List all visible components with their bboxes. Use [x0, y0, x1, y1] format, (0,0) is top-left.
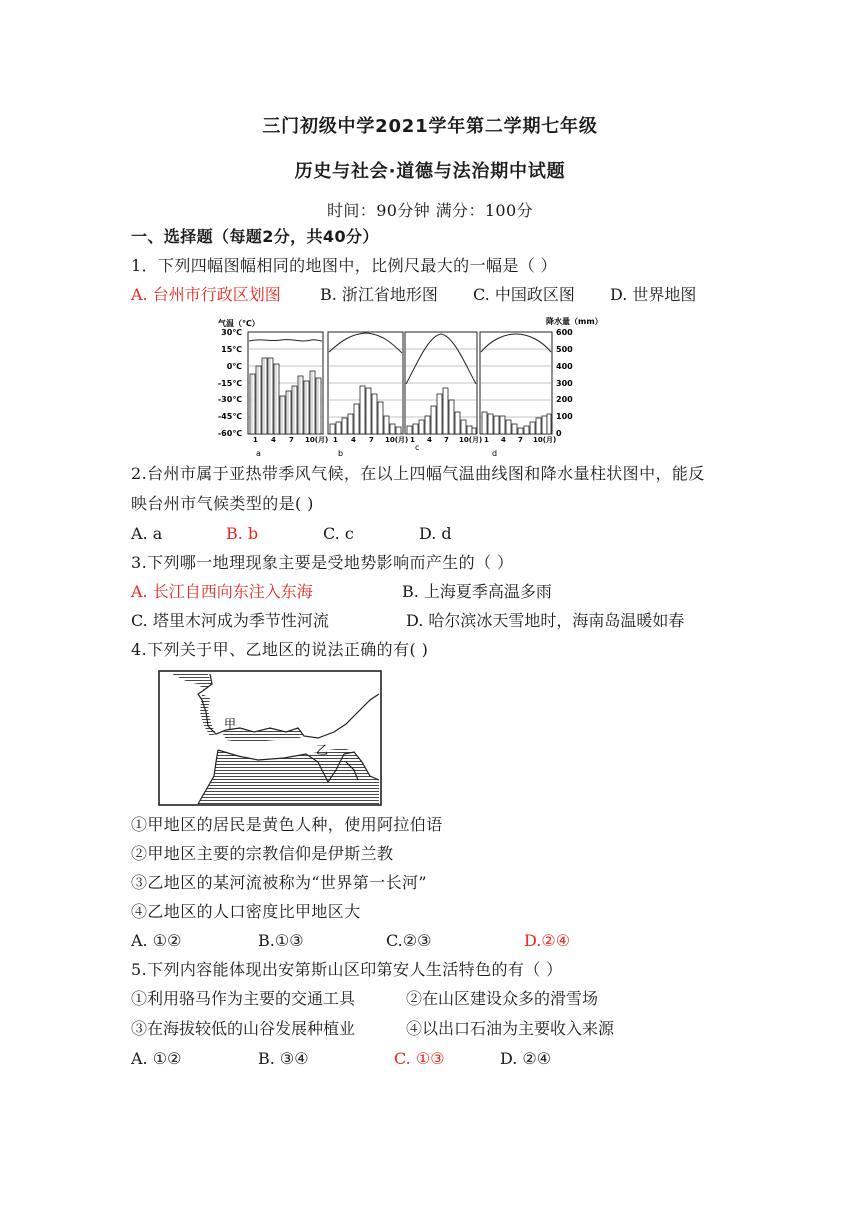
- q4-statement-3: ③乙地区的某河流被称为“世界第一长河”: [131, 873, 427, 892]
- right-tick: 0: [556, 429, 562, 438]
- q1-option-c: C. 中国政区图: [473, 285, 575, 304]
- month-label: 7: [369, 436, 374, 444]
- month-label: 4: [351, 436, 356, 444]
- q5-statement-4: ④以出口石油为主要收入来源: [406, 1019, 615, 1038]
- section-heading: 一、选择题（每题2分，共40分）: [131, 227, 379, 246]
- climate-panel-a: [248, 332, 328, 458]
- question-3-stem: 3.下列哪一地理现象主要是受地势影响而产生的（ ）: [131, 553, 514, 572]
- left-tick: -60℃: [217, 429, 242, 438]
- month-label: 7: [289, 436, 294, 444]
- q5-statement-2: ②在山区建设众多的滑雪场: [406, 989, 599, 1008]
- month-label: 7: [444, 436, 449, 444]
- month-label: 10(月): [533, 436, 557, 444]
- climate-panel-c: [405, 332, 482, 452]
- q1-option-a: A. 台州市行政区划图: [131, 285, 281, 304]
- month-label: 1: [253, 436, 258, 444]
- month-label: 1: [410, 436, 415, 444]
- month-label: 4: [271, 436, 276, 444]
- q3-option-a: A. 长江自西向东注入东海: [131, 582, 313, 601]
- q4-option-b: B.①③: [258, 931, 304, 950]
- question-5-stem: 5.下列内容能体现出安第斯山区印第安人生活特色的有（ ）: [131, 960, 563, 979]
- question-1-stem: 1．下列四幅图幅相同的地图中，比例尺最大的一幅是（ ）: [131, 256, 558, 275]
- q5-statement-3: ③在海拔较低的山谷发展种植业: [131, 1019, 356, 1038]
- climate-charts-svg: [216, 316, 606, 461]
- month-label: 1: [484, 436, 489, 444]
- left-axis-title: 气温（℃）: [218, 319, 260, 328]
- question-4-stem: 4.下列关于甲、乙地区的说法正确的有( ): [131, 640, 429, 659]
- climate-charts-figure: [216, 316, 606, 461]
- q3-option-d: D. 哈尔滨冰天雪地时，海南岛温暖如春: [406, 611, 685, 630]
- right-tick: 500: [556, 345, 573, 354]
- q4-option-c: C.②③: [386, 931, 432, 950]
- region-map-figure: [158, 670, 382, 806]
- left-tick: -30℃: [217, 395, 242, 404]
- q5-option-d: D. ②④: [500, 1049, 552, 1068]
- q4-option-d: D.②④: [524, 931, 571, 950]
- month-label: 1: [333, 436, 338, 444]
- map-label-yi: 乙: [316, 743, 329, 757]
- left-tick: 0℃: [226, 362, 242, 371]
- q4-statement-4: ④乙地区的人口密度比甲地区大: [131, 902, 361, 921]
- right-tick: 600: [556, 328, 573, 337]
- q1-option-b: B. 浙江省地形图: [320, 285, 438, 304]
- exam-title-line1: 三门初级中学2021学年第二学期七年级: [262, 116, 598, 137]
- right-axis-title: 降水量（mm）: [546, 317, 603, 326]
- left-tick: -15℃: [217, 379, 242, 388]
- climate-panel-b: [328, 332, 408, 458]
- month-label: 10(月): [385, 436, 409, 444]
- question-2-stem-line2: 映台州市气候类型的是( ): [131, 494, 314, 513]
- month-label: 7: [518, 436, 523, 444]
- right-tick: 200: [556, 395, 573, 404]
- q5-option-a: A. ①②: [131, 1049, 182, 1068]
- q4-statement-2: ②甲地区主要的宗教信仰是伊斯兰教: [131, 844, 394, 863]
- left-tick: -45℃: [217, 412, 242, 421]
- panel-label-d: d: [492, 449, 498, 458]
- q5-option-b: B. ③④: [258, 1049, 309, 1068]
- q1-option-d: D. 世界地图: [610, 285, 697, 304]
- left-tick: 15℃: [221, 345, 242, 354]
- month-label: 4: [427, 436, 432, 444]
- q2-option-c: C. c: [323, 524, 354, 543]
- month-label: 10(月): [459, 436, 483, 444]
- right-tick: 300: [556, 379, 573, 388]
- exam-time-score: 时间：90分钟 满分：100分: [327, 201, 533, 220]
- q2-option-b: B. b: [226, 524, 259, 543]
- map-label-jia: 甲: [224, 717, 237, 731]
- panel-label-b: b: [338, 449, 344, 458]
- right-tick: 100: [556, 412, 573, 421]
- panel-label-a: a: [256, 449, 261, 458]
- month-label: 10(月): [305, 436, 329, 444]
- q4-option-a: A. ①②: [131, 931, 182, 950]
- q3-option-b: B. 上海夏季高温多雨: [402, 582, 552, 601]
- region-map-svg: [158, 670, 382, 806]
- q3-option-c: C. 塔里木河成为季节性河流: [131, 611, 329, 630]
- q5-option-c: C. ①③: [394, 1049, 445, 1068]
- climate-panel-d: [480, 332, 556, 458]
- exam-title-line2: 历史与社会·道德与法治期中试题: [294, 161, 566, 182]
- q4-statement-1: ①甲地区的居民是黄色人种，使用阿拉伯语: [131, 815, 443, 834]
- q2-option-a: A. a: [131, 524, 163, 543]
- left-tick: 30℃: [221, 328, 242, 337]
- month-label: 4: [501, 436, 506, 444]
- right-tick: 400: [556, 362, 573, 371]
- q2-option-d: D. d: [419, 524, 452, 543]
- q5-statement-1: ①利用骆马作为主要的交通工具: [131, 989, 356, 1008]
- panel-label-c: c: [415, 443, 420, 452]
- question-2-stem-line1: 2.台州市属于亚热带季风气候，在以上四幅气温曲线图和降水量柱状图中，能反: [131, 464, 705, 483]
